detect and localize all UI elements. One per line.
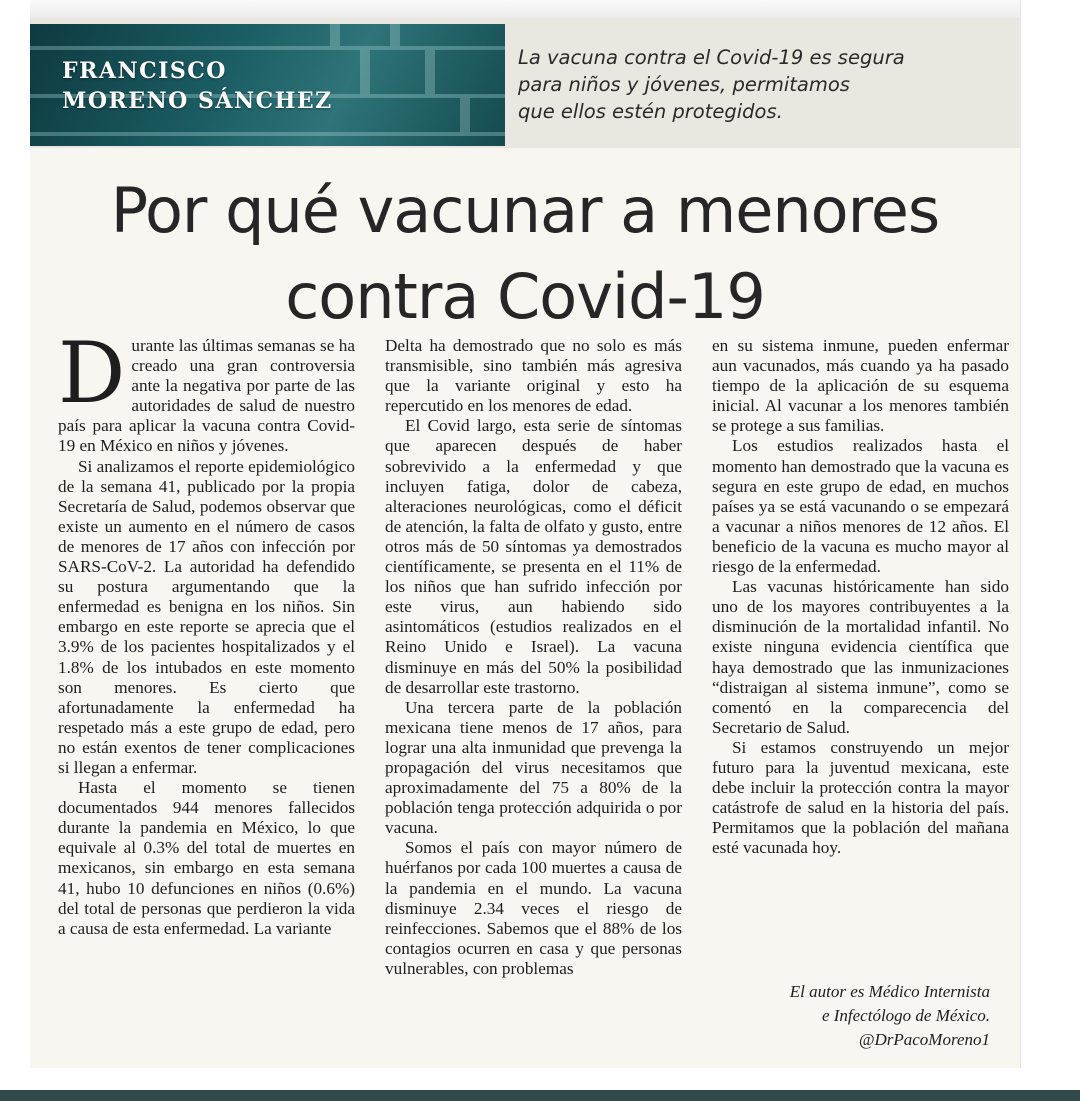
article-headline [30, 168, 1020, 340]
drop-cap: D [58, 324, 126, 422]
paragraph: Las vacunas históricamente han sido uno de los mayores contribuyentes a la disminución de la mortalidad infantil. No existe ninguna evidencia científica que haya demostrado que las inmunizaciones “distraigan al sistema inmune”, como se comentó en la comparecencia del Secretario de Salud. [712, 577, 1009, 737]
author-credit [790, 980, 990, 1052]
column-2 [385, 336, 682, 979]
book-decoration [425, 50, 435, 94]
headline-line: Por qué vacunar a menores [110, 174, 940, 247]
column-header [30, 18, 1020, 148]
paragraph [58, 324, 355, 457]
credit-line: El autor es Médico Internista [789, 982, 990, 1001]
pull-quote-line: La vacuna contra el Covid-19 es segura [518, 46, 905, 69]
paragraph-text: urante las últimas semanas se ha creado una gran controversia ante la negativa por parte de las autoridades de salud de nuestro país para aplicar la vacuna contra Covid-19 en México en niños y jóvenes. [58, 336, 355, 456]
bookshelf-decoration [30, 132, 505, 136]
paragraph: Si estamos construyendo un mejor futuro para la juventud mexicana, este debe incluir la protección contra la mayor catástrofe de salud en la historia del país. Permitamos que la población del mañana esté vacunada hoy. [712, 737, 1009, 858]
pull-quote-line: para niños y jóvenes, permitamos [518, 73, 850, 96]
pull-quote [518, 44, 988, 125]
paragraph: Los estudios realizados hasta el momento han demostrado que la vacuna es segura en este grupo de edad, en muchos países ya se está vacunando o se empezará a vacunar a niños menores de 12 años. El beneficio de la vacuna es mucho mayor al riesgo de la enfermedad. [712, 436, 1009, 577]
author-handle: @DrPacoMoreno1 [858, 1030, 990, 1049]
author-name [62, 56, 362, 116]
headline-line: contra Covid-19 [285, 260, 765, 333]
paragraph: El Covid largo, esta serie de síntomas que aparecen después de haber sobrevivido a la enfermedad y que incluyen fatiga, dolor de cabeza, alteraciones neurológicas, como el déficit de atención, la falta de olfato y gusto, entre otros más de 50 síntomas ya demostrados científicamente, se presenta en el 11% de los niños que han sufrido infección por este virus, aun habiendo sido asintomáticos (estudios realizados en el Reino Unido e Israel). La vacuna disminuye en más del 50% la posibilidad de desarrollar este trastorno. [385, 416, 682, 697]
paragraph: Somos el país con mayor número de huérfanos por cada 100 muertes a causa de la pandemia en el mundo. La vacuna disminuye 2.34 veces el riesgo de reinfecciones. Sabemos que el 88% de los contagios ocurren en casa y que personas vulnerables, con problemas [385, 838, 682, 978]
article-clipping [30, 18, 1020, 1068]
page-gap [0, 1068, 1080, 1090]
page-margin [1020, 0, 1080, 1068]
column-1 [58, 324, 355, 979]
paragraph: en su sistema inmune, pueden enfermar aun vacunados, más cuando ya ha pasado tiempo de la aplicación de su esquema inicial. Al vacunar a los menores también se protege a sus familias. [712, 336, 1009, 436]
book-decoration [330, 24, 340, 46]
bottom-bar [0, 1090, 1080, 1101]
author-banner [30, 24, 505, 146]
article-body [58, 324, 1010, 979]
previous-page-edge [30, 0, 1020, 19]
author-first-name: FRANCISCO [62, 58, 227, 84]
column-3 [712, 336, 1009, 979]
pull-quote-line: que ellos estén protegidos. [518, 100, 783, 123]
paragraph: Hasta el momento se tienen documentados 944 menores fallecidos durante la pandemia en México, lo que equivale al 0.3% del total de muertes en mexicanos, sin embargo en esta semana 41, hubo 10 defunciones en niños (0.6%) del total de personas que perdieron la vida a causa de esta enfermedad. La variante [58, 778, 355, 938]
credit-line: e Infectólogo de México. [821, 1006, 990, 1025]
paragraph: Si analizamos el reporte epidemiológico de la semana 41, publicado por la propia Secretaría de Salud, podemos observar que existe un aumento en el número de casos de menores de 17 años con infección por SARS-CoV-2. La autoridad ha defendido su postura argumentando que la enfermedad es benigna en los niños. Sin embargo en este reporte se aprecia que el 3.9% de los pacientes hospitalizados y el 1.8% de los intubados en este momento son menores. Es cierto que afortunadamente la enfermedad ha respetado más a este grupo de edad, pero no están exentos de tener complicaciones si llegan a enfermar. [58, 456, 355, 777]
author-last-name: MORENO SÁNCHEZ [62, 88, 333, 114]
book-decoration [390, 24, 400, 46]
paragraph: Delta ha demostrado que no solo es más transmisible, sino también más agresiva que la variante original y esto ha repercutido en los menores de edad. [385, 336, 682, 416]
book-decoration [460, 98, 470, 132]
paragraph: Una tercera parte de la población mexicana tiene menos de 17 años, para lograr una alta inmunidad que prevenga la propagación del virus necesitamos que aproximadamente del 75 a 80% de la población tenga protección adquirida o por vacuna. [385, 697, 682, 838]
